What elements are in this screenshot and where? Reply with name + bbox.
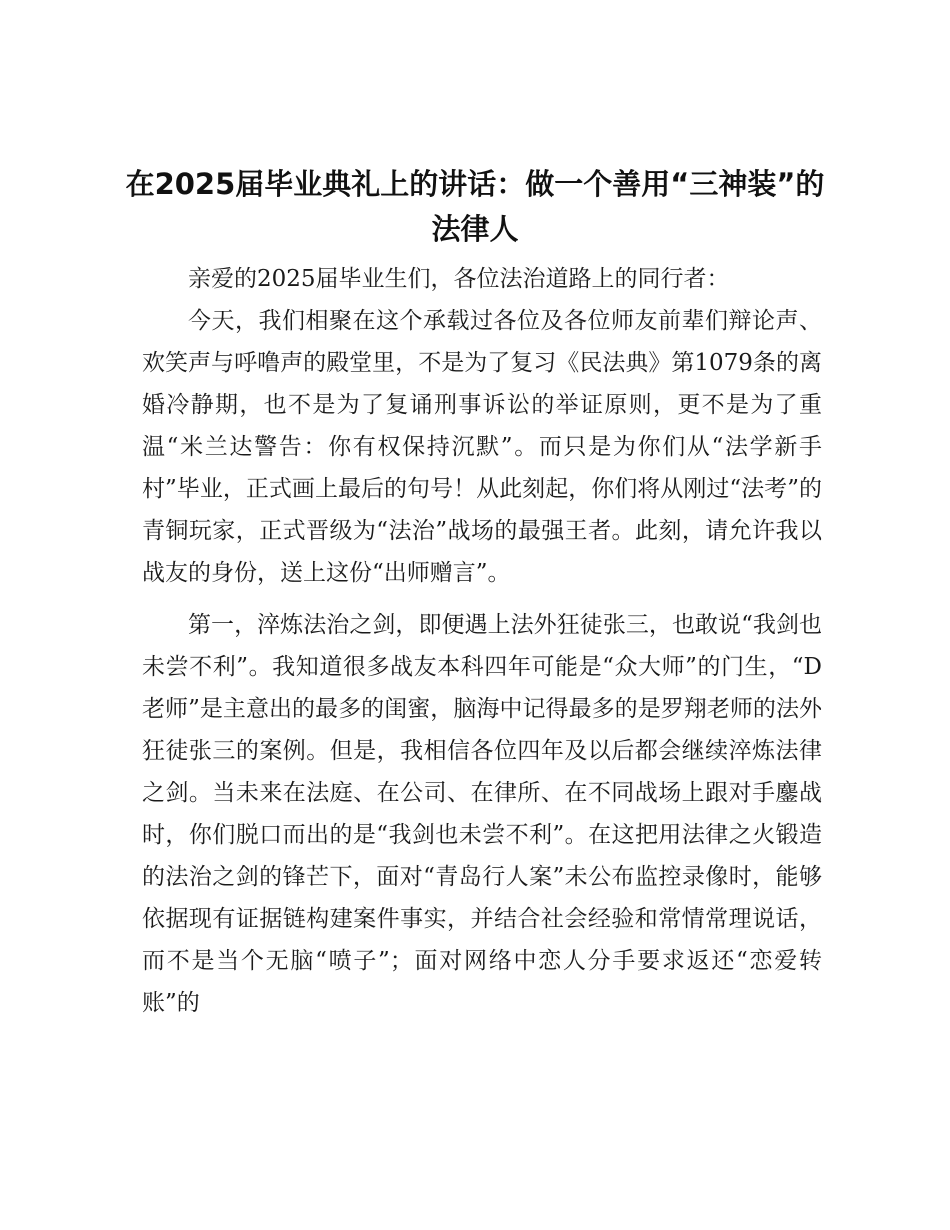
document-body <box>142 258 822 1024</box>
document-title: 在2025届毕业典礼上的讲话：做一个善用“三神装”的法律人 <box>125 167 825 246</box>
salutation-paragraph: 亲爱的2025届毕业生们，各位法治道路上的同行者： <box>188 266 730 292</box>
body-paragraph: 今天，我们相聚在这个承载过各位及各位师友前辈们辩论声、欢笑声与呼噜声的殿堂里，不是为了复习《民法典》第1079条的离婚冷静期，也不是为了复诵刑事诉讼的举证原则，更不是为了重温“米兰达警告：你有权保持沉默”。而只是为你们从“法学新手村”毕业，正式画上最后的句号！从此刻起，你们将从刚过“法考”的青铜玩家，正式晋级为“法治”战场的最强王者。此刻，请允许我以战友的身份，送上这份“出师赠言”。 <box>142 308 822 586</box>
body-paragraph: 第一，淬炼法治之剑，即便遇上法外狂徒张三，也敢说“我剑也未尝不利”。我知道很多战友本科四年可能是“众大师”的门生，“D老师”是主意出的最多的闺蜜，脑海中记得最多的是罗翔老师的法外狂徒张三的案例。但是，我相信各位四年及以后都会继续淬炼法律之剑。当未来在法庭、在公司、在律所、在不同战场上跟对手鏖战时，你们脱口而出的是“我剑也未尝不利”。在这把用法律之火锻造的法治之剑的锋芒下，面对“青岛行人案”未公布监控录像时，能够依据现有证据链构建案件事实，并结合社会经验和常情常理说话，而不是当个无脑“喷子”；面对网络中恋人分手要求返还“恋爱转账”的 <box>142 612 822 1016</box>
